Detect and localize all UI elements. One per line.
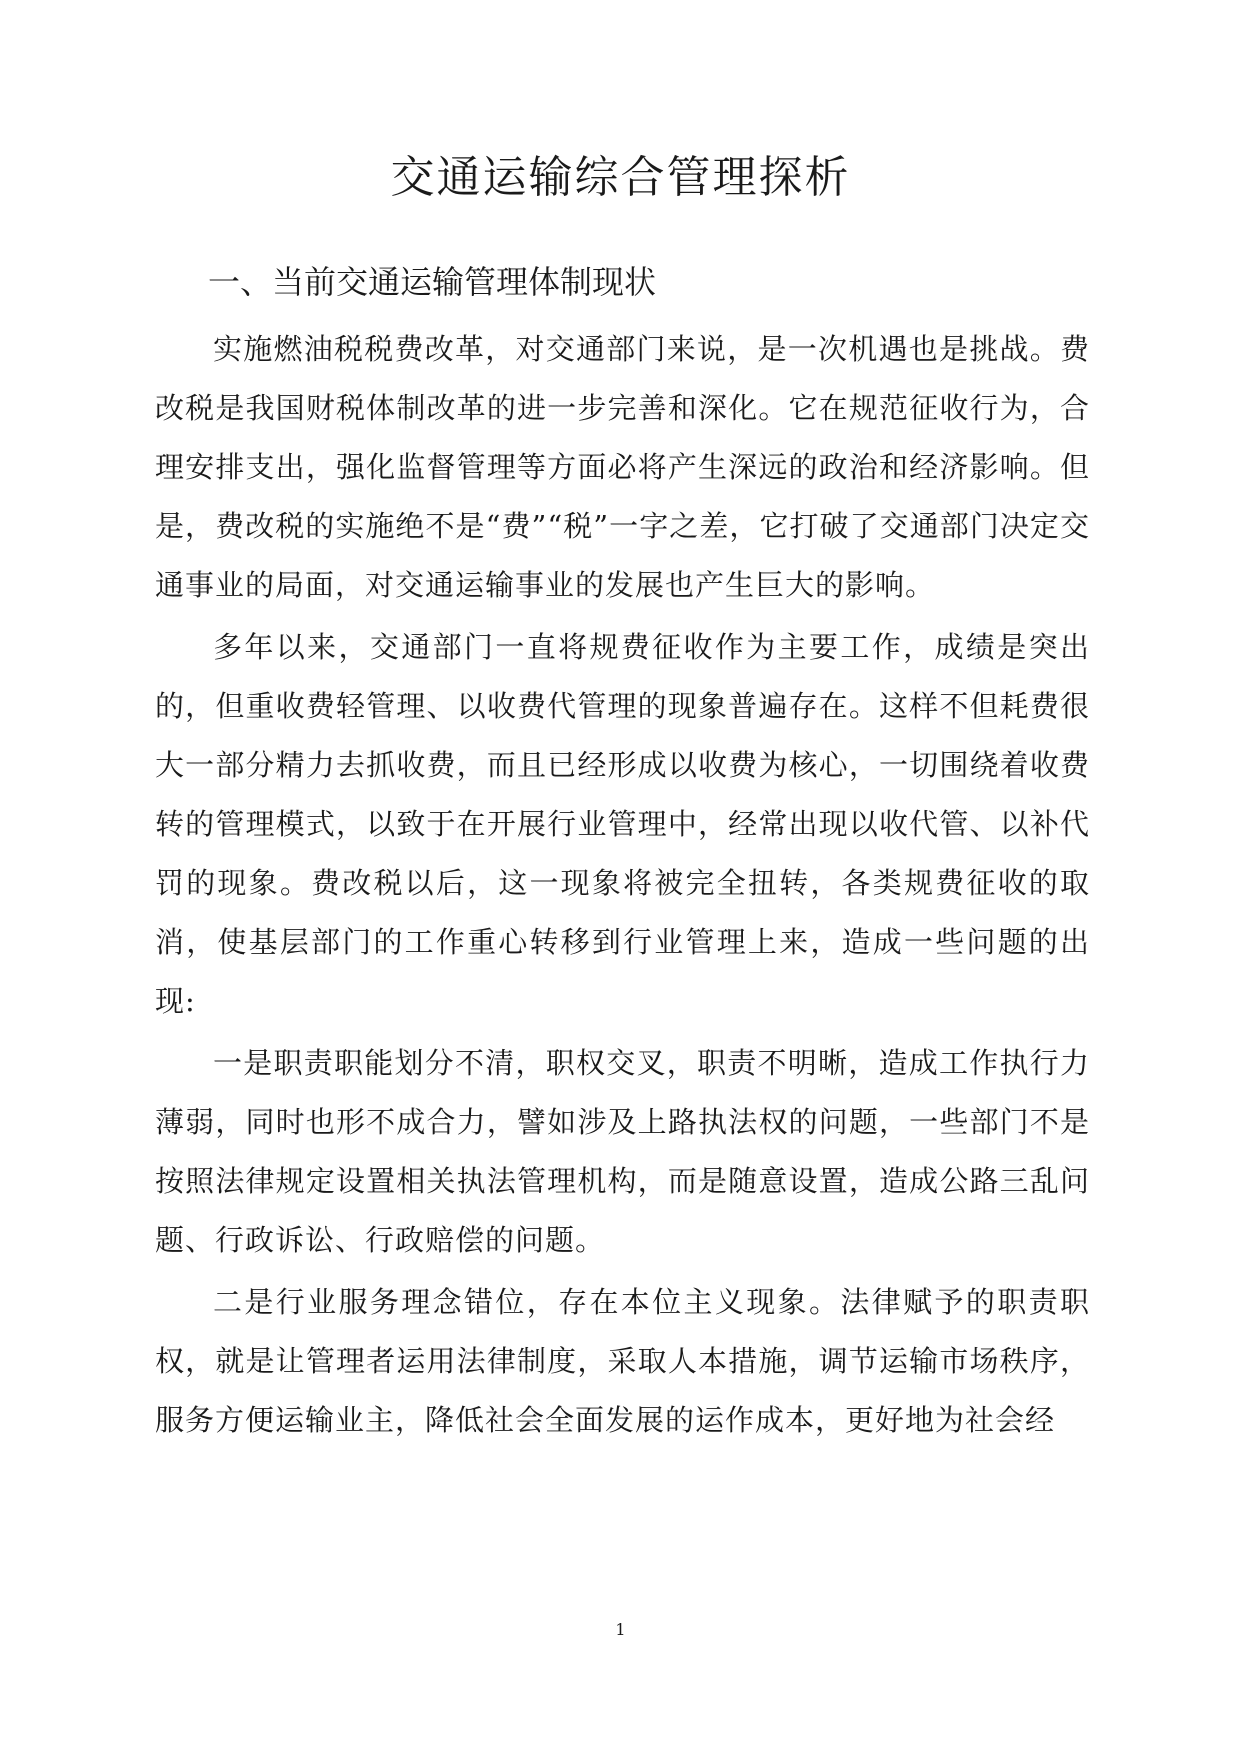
paragraph: 多年以来，交通部门一直将规费征收作为主要工作，成绩是突出的，但重收费轻管理、以收费代管理的现象普遍存在。这样不但耗费很大一部分精力去抓收费，而且已经形成以收费为核心，一切围绕着收费转的管理模式，以致于在开展行业管理中，经常出现以收代管、以补代罚的现象。费改税以后，这一现象将被完全扭转，各类规费征收的取消，使基层部门的工作重心转移到行业管理上来，造成一些问题的出现:	[155, 630, 1090, 1018]
paragraph: 一是职责职能划分不清，职权交叉，职责不明晰，造成工作执行力薄弱，同时也形不成合力，譬如涉及上路执法权的问题，一些部门不是按照法律规定设置相关执法管理机构，而是随意设置，造成公路三乱问题、行政诉讼、行政赔偿的问题。	[155, 1046, 1090, 1257]
document-title: 交通运输综合管理探析	[390, 152, 851, 203]
paragraph: 二是行业服务理念错位，存在本位主义现象。法律赋予的职责职权，就是让管理者运用法律制度，采取人本措施，调节运输市场秩序，服务方便运输业主，降低社会全面发展的运作成本，更好地为社会经	[155, 1285, 1090, 1437]
paragraph: 实施燃油税税费改革，对交通部门来说，是一次机遇也是挑战。费改税是我国财税体制改革的进一步完善和深化。它在规范征收行为，合理安排支出，强化监督管理等方面必将产生深远的政治和经济影响。但是，费改税的实施绝不是“费”“税”一字之差，它打破了交通部门决定交通事业的局面，对交通运输事业的发展也产生巨大的影响。	[155, 332, 1090, 602]
page-number: 1	[615, 1620, 626, 1639]
document-body	[155, 320, 1090, 1453]
section-heading: 一、当前交通运输管理体制现状	[208, 263, 657, 301]
